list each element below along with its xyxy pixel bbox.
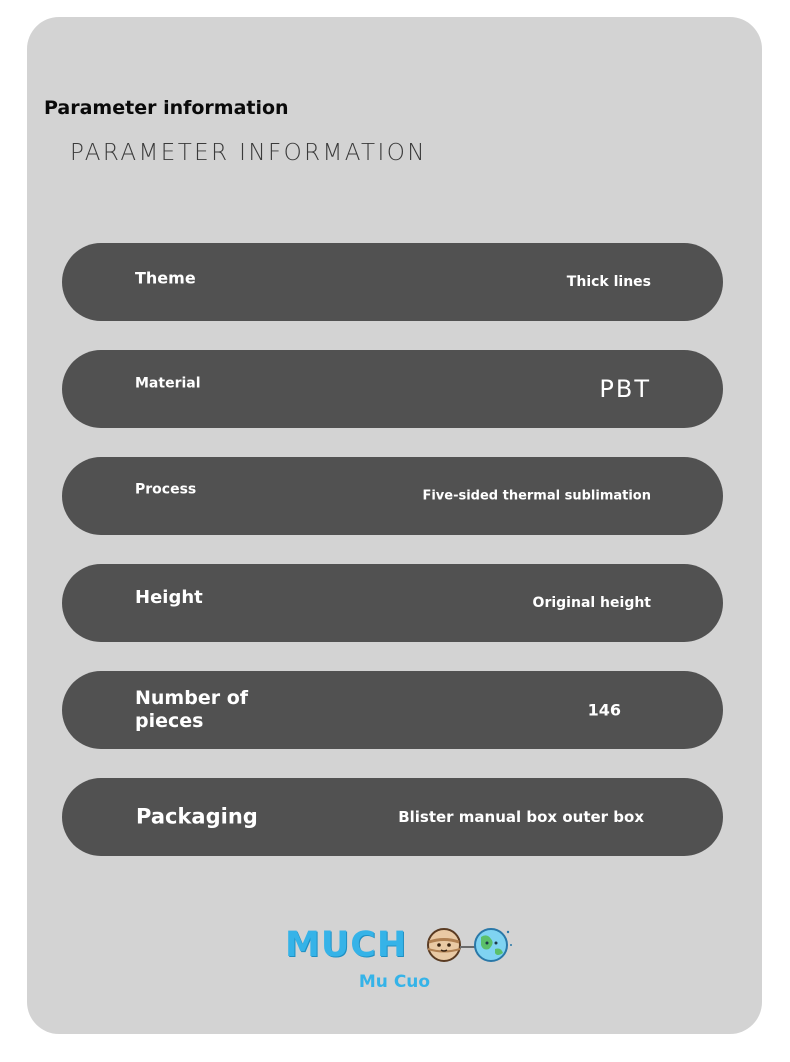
parameter-label: Theme (135, 268, 196, 288)
page-subtitle: PARAMETER INFORMATION (70, 140, 427, 166)
parameter-label: Height (135, 587, 203, 609)
brand-logo-icons (425, 923, 515, 972)
brand-logo-text: MUCH (285, 925, 408, 965)
parameter-value: PBT (599, 375, 651, 403)
planet-face-icon (428, 929, 460, 961)
parameter-label: Material (135, 375, 201, 392)
parameter-row-height (62, 564, 723, 642)
parameter-value: Original height (532, 595, 651, 611)
parameter-label: Process (135, 481, 197, 498)
parameter-row-packaging (62, 778, 723, 856)
parameter-value: Thick lines (566, 274, 651, 290)
brand-logo-artwork (425, 923, 515, 967)
parameter-label: Packaging (136, 804, 258, 829)
parameter-value: Blister manual box outer box (398, 808, 644, 826)
page-title: Parameter information (44, 97, 289, 119)
parameter-card (27, 17, 762, 1034)
parameter-value: 146 (587, 700, 621, 720)
brand-logo (285, 923, 515, 973)
parameter-row-process (62, 457, 723, 535)
parameter-row-theme (62, 243, 723, 321)
brand-caption: Mu Cuo (358, 972, 431, 992)
earth-globe-icon (475, 929, 512, 961)
parameter-value: Five-sided thermal sublimation (422, 488, 651, 504)
parameter-row-material (62, 350, 723, 428)
parameter-label: Number of pieces (135, 687, 249, 732)
parameter-row-number-of-pieces (62, 671, 723, 749)
parameter-list (62, 243, 723, 885)
